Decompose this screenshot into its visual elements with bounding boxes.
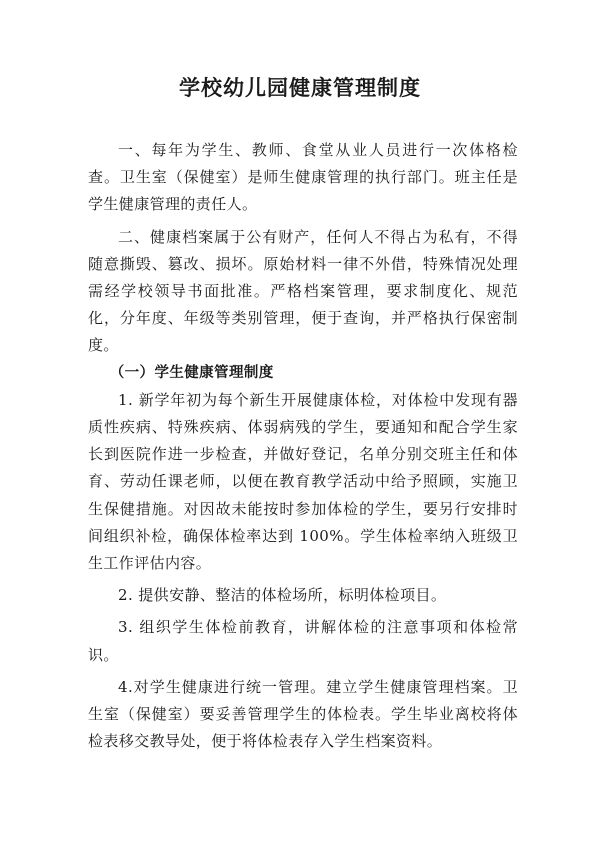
paragraph-health-checkup: 一、每年为学生、教师、食堂从业人员进行一次体格检查。卫生室（保健室）是师生健康管理的执行部门。班主任是学生健康管理的责任人。 — [88, 141, 518, 214]
document-title: 学校幼儿园健康管理制度 — [179, 76, 421, 100]
list-item-new-student-checkup: 1. 新学年初为每个新生开展健康体检，对体检中发现有器质性疾病、特殊疾病、体弱病残的学生，要通知和配合学生家长到医院作进一步检查，并做好登记，名单分别交班主任和体育、劳动任课老师，以便在教育教学活动中给予照顾，实施卫生保健措施。对因故未能按时参加体检的学生，要另行安排时间组织补检，确保体检率达到 100%。学生体检率纳入班级卫生工作评估内容。 — [88, 390, 518, 573]
list-item-pre-checkup-education: 3. 组织学生体检前教育，讲解体检的注意事项和体检常识。 — [88, 618, 518, 664]
section-heading-student-health: （一）学生健康管理制度 — [109, 364, 274, 381]
document-body — [88, 137, 518, 755]
list-item-checkup-venue: 2. 提供安静、整洁的体检场所，标明体检项目。 — [118, 586, 447, 605]
list-item-unified-management: 4.对学生健康进行统一管理。建立学生健康管理档案。卫生室（保健室）要妥善管理学生的体检表。学生毕业离校将体检表移交教导处，便于将体检表存入学生档案资料。 — [88, 677, 518, 751]
paragraph-health-records: 二、健康档案属于公有财产，任何人不得占为私有，不得随意撕毁、篡改、损坏。原始材料一律不外借，特殊情况处理需经学校领导书面批准。严格档案管理，要求制度化、规范化，分年度、年级等类别管理，便于查询，并严格执行保密制度。 — [88, 227, 518, 355]
